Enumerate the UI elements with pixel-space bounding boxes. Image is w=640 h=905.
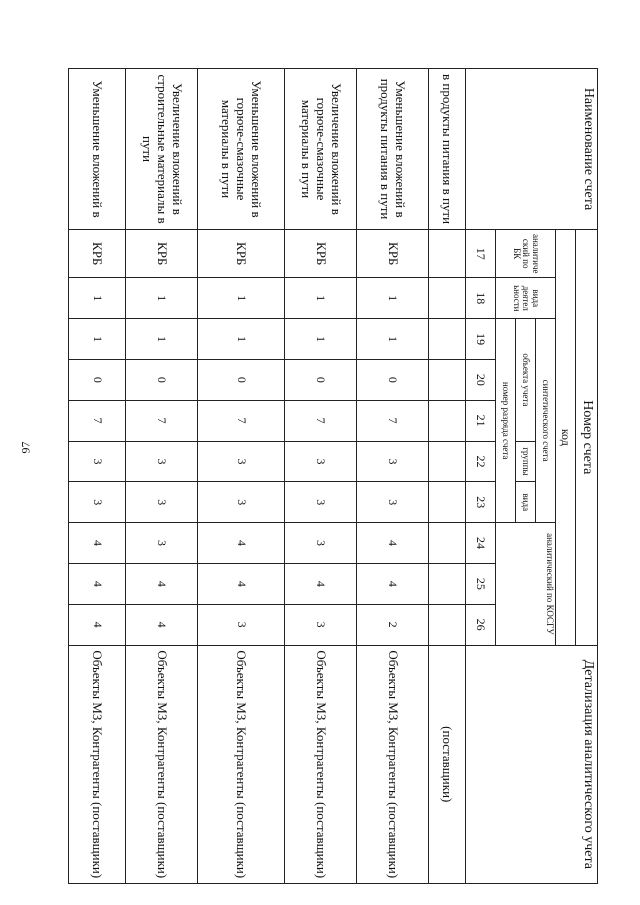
header-group: группы bbox=[516, 441, 536, 482]
cell-19: 1 bbox=[356, 319, 428, 360]
row-name: в продукты питания в пути bbox=[428, 69, 465, 230]
row-detail: Объекты МЗ, Контрагенты (поставщики) bbox=[356, 645, 428, 883]
cell-activity: 1 bbox=[197, 278, 284, 319]
cell-24: 4 bbox=[197, 523, 284, 564]
cell-26: 4 bbox=[69, 604, 126, 645]
table-row bbox=[428, 69, 465, 884]
cell-26: 4 bbox=[125, 604, 197, 645]
cell-20: 0 bbox=[284, 359, 356, 400]
header-account-object: объекта учета bbox=[516, 319, 536, 441]
cell-25 bbox=[428, 563, 465, 604]
table-row bbox=[69, 69, 126, 884]
col-number-18: 18 bbox=[466, 278, 496, 319]
table-row bbox=[284, 69, 356, 884]
cell-26: 3 bbox=[284, 604, 356, 645]
header-digit-number: номер разряда счета bbox=[496, 319, 516, 523]
cell-24 bbox=[428, 523, 465, 564]
page-number: 97 bbox=[18, 441, 33, 454]
header-activity-type: вида деятел ьности bbox=[496, 278, 556, 319]
cell-21: 7 bbox=[125, 400, 197, 441]
row-name: Уменьшение вложений в горюче-смазочные материалы в пути bbox=[197, 69, 284, 230]
col-number-21: 21 bbox=[466, 400, 496, 441]
cell-25: 4 bbox=[284, 563, 356, 604]
cell-22: 3 bbox=[284, 441, 356, 482]
col-number-17: 17 bbox=[466, 230, 496, 278]
cell-bk: КРБ bbox=[69, 230, 126, 278]
cell-19 bbox=[428, 319, 465, 360]
cell-20: 0 bbox=[356, 359, 428, 400]
cell-20: 0 bbox=[125, 359, 197, 400]
cell-20: 0 bbox=[69, 359, 126, 400]
header-analytical-kosgu: аналитический по КОСГУ bbox=[496, 523, 556, 645]
cell-22: 3 bbox=[69, 441, 126, 482]
cell-activity: 1 bbox=[356, 278, 428, 319]
header-code: код bbox=[556, 230, 576, 646]
col-number-25: 25 bbox=[466, 563, 496, 604]
cell-25: 4 bbox=[125, 563, 197, 604]
col-number-19: 19 bbox=[466, 319, 496, 360]
cell-24: 4 bbox=[356, 523, 428, 564]
header-kind: вида bbox=[516, 482, 536, 523]
cell-21: 7 bbox=[356, 400, 428, 441]
cell-24: 4 bbox=[69, 523, 126, 564]
cell-22 bbox=[428, 441, 465, 482]
cell-bk: КРБ bbox=[197, 230, 284, 278]
row-detail: (поставщики) bbox=[428, 645, 465, 883]
cell-25: 4 bbox=[356, 563, 428, 604]
table-row bbox=[125, 69, 197, 884]
cell-21: 7 bbox=[69, 400, 126, 441]
cell-23: 3 bbox=[197, 482, 284, 523]
cell-activity: 1 bbox=[284, 278, 356, 319]
row-detail: Объекты МЗ, Контрагенты (поставщики) bbox=[69, 645, 126, 883]
table-row bbox=[197, 69, 284, 884]
header-analytical-bk: аналитиче ский по БК bbox=[496, 230, 556, 278]
cell-19: 1 bbox=[197, 319, 284, 360]
cell-22: 3 bbox=[125, 441, 197, 482]
row-detail: Объекты МЗ, Контрагенты (поставщики) bbox=[284, 645, 356, 883]
cell-activity: 1 bbox=[125, 278, 197, 319]
cell-19: 1 bbox=[125, 319, 197, 360]
cell-activity: 1 bbox=[69, 278, 126, 319]
cell-20 bbox=[428, 359, 465, 400]
cell-21: 7 bbox=[197, 400, 284, 441]
table-row bbox=[356, 69, 428, 884]
header-account-name: Наименование счета bbox=[466, 69, 598, 230]
cell-22: 3 bbox=[197, 441, 284, 482]
cell-22: 3 bbox=[356, 441, 428, 482]
cell-bk bbox=[428, 230, 465, 278]
cell-23: 3 bbox=[356, 482, 428, 523]
cell-26 bbox=[428, 604, 465, 645]
cell-19: 1 bbox=[69, 319, 126, 360]
row-name: Увеличение вложений в строительные материалы в пути bbox=[125, 69, 197, 230]
col-number-20: 20 bbox=[466, 359, 496, 400]
header-account-number: Номер счета bbox=[576, 230, 598, 646]
cell-19: 1 bbox=[284, 319, 356, 360]
header-detail: Детализация аналитического учета bbox=[466, 645, 598, 883]
row-name: Уменьшение вложений в продукты питания в пути bbox=[356, 69, 428, 230]
cell-21 bbox=[428, 400, 465, 441]
row-name: Уменьшение вложений в bbox=[69, 69, 126, 230]
cell-26: 2 bbox=[356, 604, 428, 645]
accounts-table bbox=[68, 68, 598, 884]
cell-23: 3 bbox=[125, 482, 197, 523]
header-synthetic-account: синтетического счета bbox=[536, 319, 556, 523]
cell-bk: КРБ bbox=[284, 230, 356, 278]
cell-23: 3 bbox=[284, 482, 356, 523]
cell-activity bbox=[428, 278, 465, 319]
col-number-26: 26 bbox=[466, 604, 496, 645]
cell-26: 3 bbox=[197, 604, 284, 645]
cell-bk: КРБ bbox=[356, 230, 428, 278]
col-number-22: 22 bbox=[466, 441, 496, 482]
document-table-area bbox=[68, 68, 598, 884]
cell-20: 0 bbox=[197, 359, 284, 400]
row-detail: Объекты МЗ, Контрагенты (поставщики) bbox=[197, 645, 284, 883]
col-number-24: 24 bbox=[466, 523, 496, 564]
cell-21: 7 bbox=[284, 400, 356, 441]
rotated-table-container bbox=[68, 68, 598, 884]
cell-23 bbox=[428, 482, 465, 523]
cell-23: 3 bbox=[69, 482, 126, 523]
row-name: Увеличение вложений в горюче-смазочные материалы в пути bbox=[284, 69, 356, 230]
cell-25: 4 bbox=[69, 563, 126, 604]
cell-25: 4 bbox=[197, 563, 284, 604]
cell-24: 3 bbox=[125, 523, 197, 564]
cell-bk: КРБ bbox=[125, 230, 197, 278]
col-number-23: 23 bbox=[466, 482, 496, 523]
row-detail: Объекты МЗ, Контрагенты (поставщики) bbox=[125, 645, 197, 883]
cell-24: 3 bbox=[284, 523, 356, 564]
